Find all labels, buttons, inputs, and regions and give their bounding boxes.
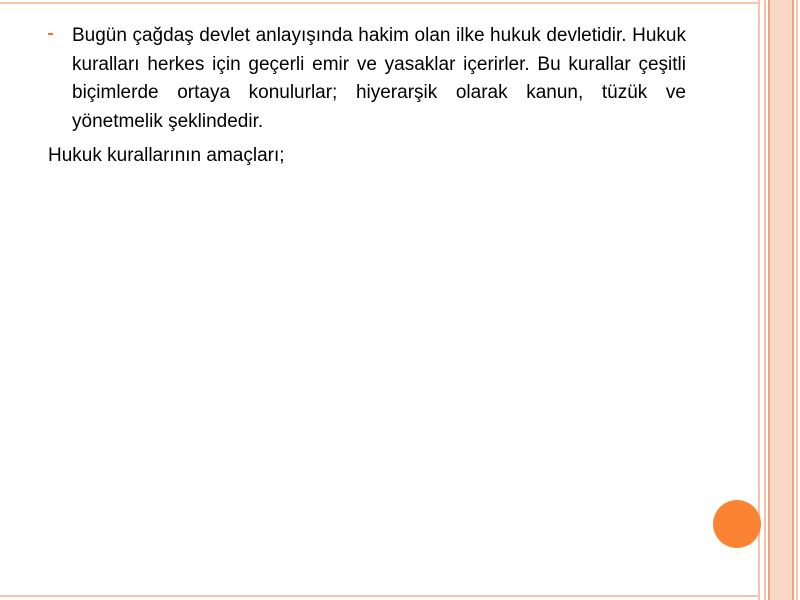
bullet-item (48, 22, 686, 136)
slide-content (48, 22, 686, 171)
bottom-border-line (0, 595, 758, 597)
right-border-line (758, 0, 760, 600)
bullet-paragraph: Bugün çağdaş devlet anlayışında hakim olan ilke hukuk devletidir. Hukuk kuralları herkes için geçerli emir ve yasaklar içerirler. Bu kurallar çeşitli biçimlerde ortaya konulurlar; hiyerarşik olarak kanun, tüzük ve yönetmelik şeklindedir. (72, 25, 686, 132)
top-border-line (0, 2, 758, 4)
right-border-line (796, 0, 798, 600)
bullet-marker-icon (48, 33, 53, 35)
right-border-band (770, 0, 792, 600)
right-border-line (792, 0, 794, 600)
sub-heading-line: Hukuk kurallarının amaçları; (48, 145, 285, 166)
right-border-line (764, 0, 766, 600)
decorative-circle (713, 500, 761, 548)
